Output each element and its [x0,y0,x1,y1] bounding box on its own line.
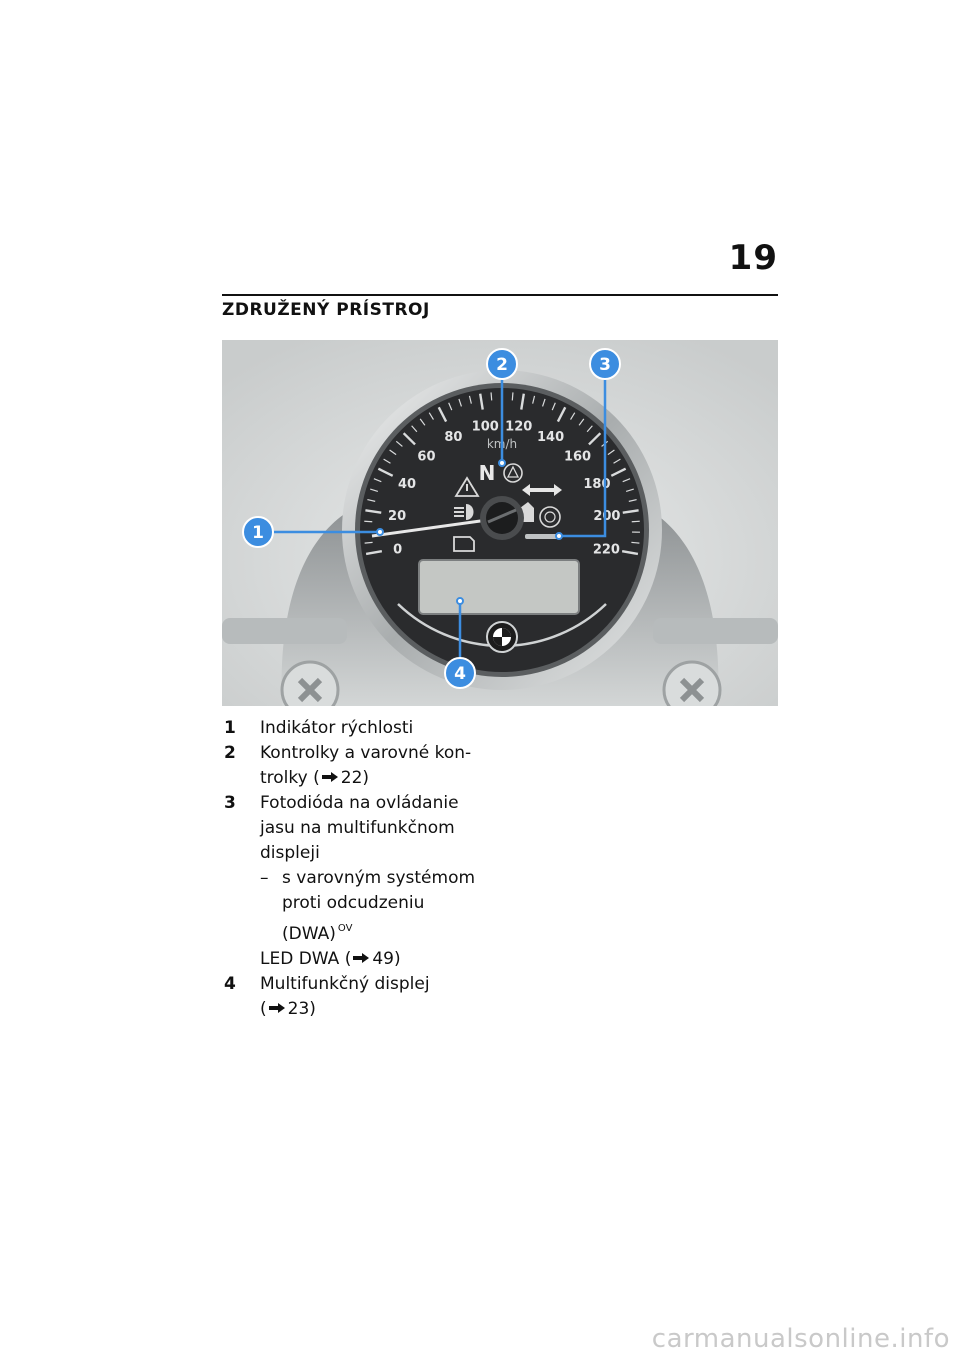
page-number: 19 [728,238,778,278]
ref-page[interactable]: 23) [287,999,316,1019]
legend-ref-line [260,947,482,972]
multifunction-display [419,560,579,614]
sub-text: s varovným systémom [282,868,476,888]
speed-tick-label: 140 [537,429,565,445]
speed-tick-label: 40 [397,476,417,492]
ref-prefix: trolky ( [260,768,320,788]
ref-page[interactable]: 49) [372,949,401,969]
sub-dash: – [260,868,269,888]
callout-number: 1 [252,523,264,543]
speed-tick-label: 160 [563,449,592,465]
right-bolt-icon [664,662,720,706]
legend-text: Kontrolky a varovné kon- [260,743,472,763]
legend-text: Multifunkčný displej [260,974,430,994]
minor-tick [365,542,373,543]
minor-tick [512,392,513,400]
bmw-logo-icon [487,622,517,652]
gear-indicator: N [478,461,496,485]
right-handlebar [653,618,778,644]
minor-tick [364,521,372,522]
callout-target-dot [499,460,505,466]
section-title: ZDRUŽENÝ PRÍSTROJ [222,300,430,320]
ref-page[interactable]: 22) [340,768,370,788]
sub-text-dwa [270,916,482,947]
legend-number: 2 [224,743,236,763]
speed-tick-label: 220 [592,542,620,558]
page-reference-arrow-icon [322,772,338,782]
callout-number: 4 [454,664,466,684]
dwa-led-cluster [525,534,559,539]
minor-tick [632,521,640,522]
page-reference-arrow-icon [353,953,369,963]
speed-tick-label: 0 [393,542,403,558]
legend-sub-item [260,866,482,947]
legend-item-2 [222,741,482,791]
needle-hub [480,496,524,540]
speed-tick-label: 100 [471,419,499,435]
ref-prefix: ( [260,999,267,1019]
footer-watermark[interactable]: carmanualsonline.info [651,1324,950,1354]
legend [222,716,482,1022]
legend-item-1 [222,716,482,741]
left-bolt-icon [282,662,338,706]
left-handlebar [222,618,347,644]
legend-text: Indikátor rýchlosti [260,718,414,738]
callout-target-dot [377,529,383,535]
minor-tick [491,392,492,400]
legend-number: 4 [224,974,236,994]
header-rule [222,294,778,296]
speed-tick-label: 20 [388,508,407,524]
ref-prefix: LED DWA ( [260,949,352,969]
legend-item-4 [222,972,482,1022]
legend-number: 1 [224,718,236,738]
speed-tick-label: 200 [593,508,621,524]
legend-number: 3 [224,793,236,813]
sub-text: proti odcudzeniu [282,893,425,913]
legend-text: displeji [260,843,320,863]
speed-tick-label: 120 [505,419,533,435]
speed-unit-label: km/h [486,437,518,451]
legend-text: jasu na multifunkčnom [260,818,455,838]
sub-text: (DWA) [282,924,336,944]
speed-tick-label: 60 [417,449,436,465]
option-badge: OV [337,923,353,934]
callout-number: 2 [496,355,508,375]
callout-number: 3 [599,355,611,375]
minor-tick [631,542,639,543]
legend-item-3 [222,791,482,972]
instrument-cluster-figure [222,340,778,706]
page-reference-arrow-icon [269,1003,285,1013]
legend-ref-line [260,766,482,791]
callout-target-dot [457,598,463,604]
speed-tick-label: 180 [583,476,611,492]
legend-text: Fotodióda na ovládanie [260,793,459,813]
speed-tick-label: 80 [444,429,463,445]
legend-ref-line [260,997,482,1022]
callout-target-dot [556,533,562,539]
